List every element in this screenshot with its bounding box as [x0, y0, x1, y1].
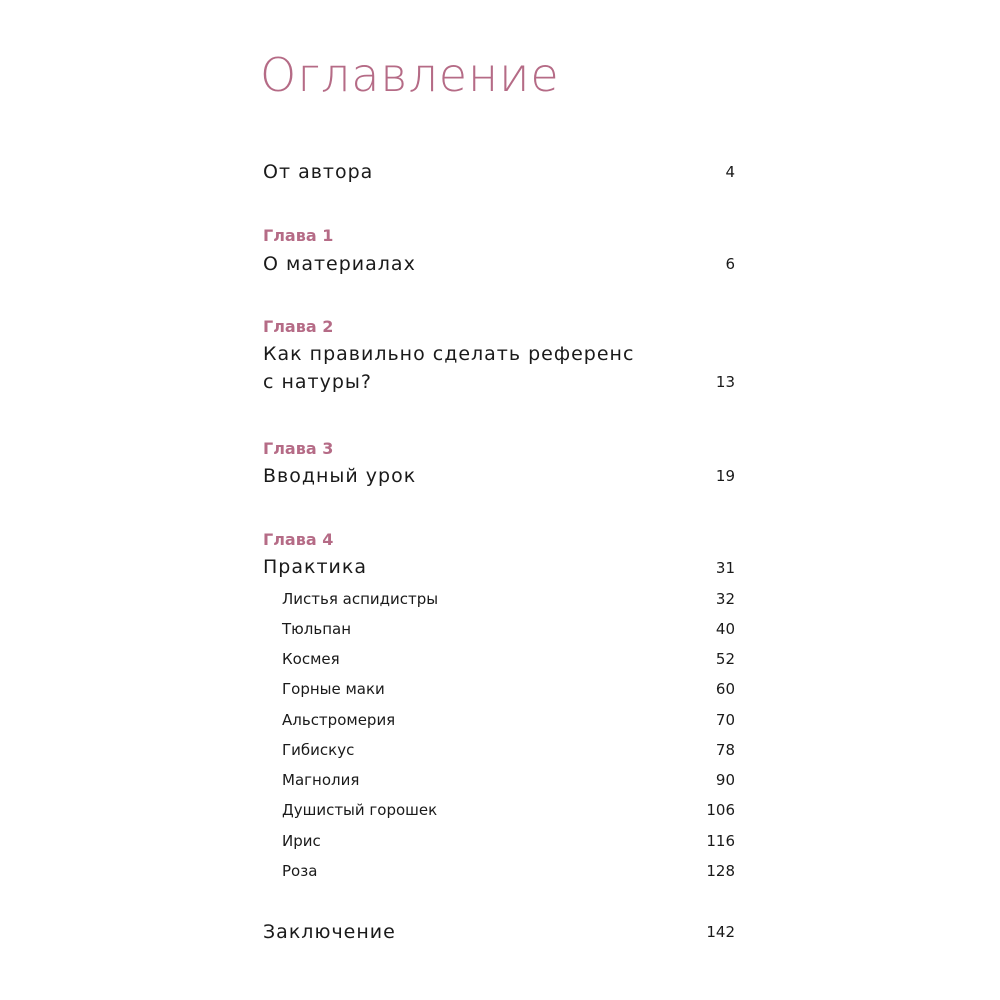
chapter-1-label: Глава 1 [263, 226, 334, 245]
sub-entry-label: Гибискус [282, 741, 355, 759]
page-title: Оглавление [260, 48, 560, 102]
sub-entry-page: 128 [706, 862, 735, 880]
sub-entry-label: Ирис [282, 832, 321, 850]
chapter-1-title: О материалах [263, 253, 416, 275]
sub-entry-page: 32 [715, 590, 735, 608]
sub-entry-label: Листья аспидистры [282, 590, 439, 608]
chapter-2-title-line1: Как правильно сделать референс [263, 343, 635, 365]
sub-entry-label: Тюльпан [282, 620, 352, 638]
sub-entry-page: 52 [715, 650, 735, 668]
toc-entry-author-page: 4 [725, 163, 735, 181]
toc-entry-conclusion-label: Заключение [263, 921, 396, 943]
sub-entry-page: 90 [715, 771, 735, 789]
chapter-3-page: 19 [715, 467, 735, 485]
chapter-2-label: Глава 2 [263, 317, 334, 336]
sub-entry-page: 40 [715, 620, 735, 638]
sub-entry-page: 70 [715, 711, 735, 729]
chapter-2-page: 13 [715, 373, 735, 391]
sub-entry-page: 106 [706, 801, 735, 819]
sub-entry-label: Роза [282, 862, 318, 880]
sub-entry-label: Космея [282, 650, 340, 668]
sub-entry-page: 60 [715, 680, 735, 698]
sub-entry-label: Альстромерия [282, 711, 396, 729]
chapter-4-title: Практика [263, 556, 368, 578]
chapter-3-label: Глава 3 [263, 439, 334, 458]
toc-entry-conclusion-page: 142 [706, 923, 735, 941]
chapter-3-title: Вводный урок [263, 465, 417, 487]
chapter-4-label: Глава 4 [263, 530, 334, 549]
chapter-1-page: 6 [725, 255, 735, 273]
chapter-2-title-line2: с натуры? [263, 371, 373, 393]
chapter-4-page: 31 [715, 559, 735, 577]
sub-entry-label: Магнолия [282, 771, 360, 789]
sub-entry-page: 78 [715, 741, 735, 759]
sub-entry-page: 116 [706, 832, 735, 850]
toc-entry-author-label: От автора [263, 161, 374, 183]
sub-entry-label: Горные маки [282, 680, 385, 698]
sub-entry-label: Душистый горошек [282, 801, 438, 819]
